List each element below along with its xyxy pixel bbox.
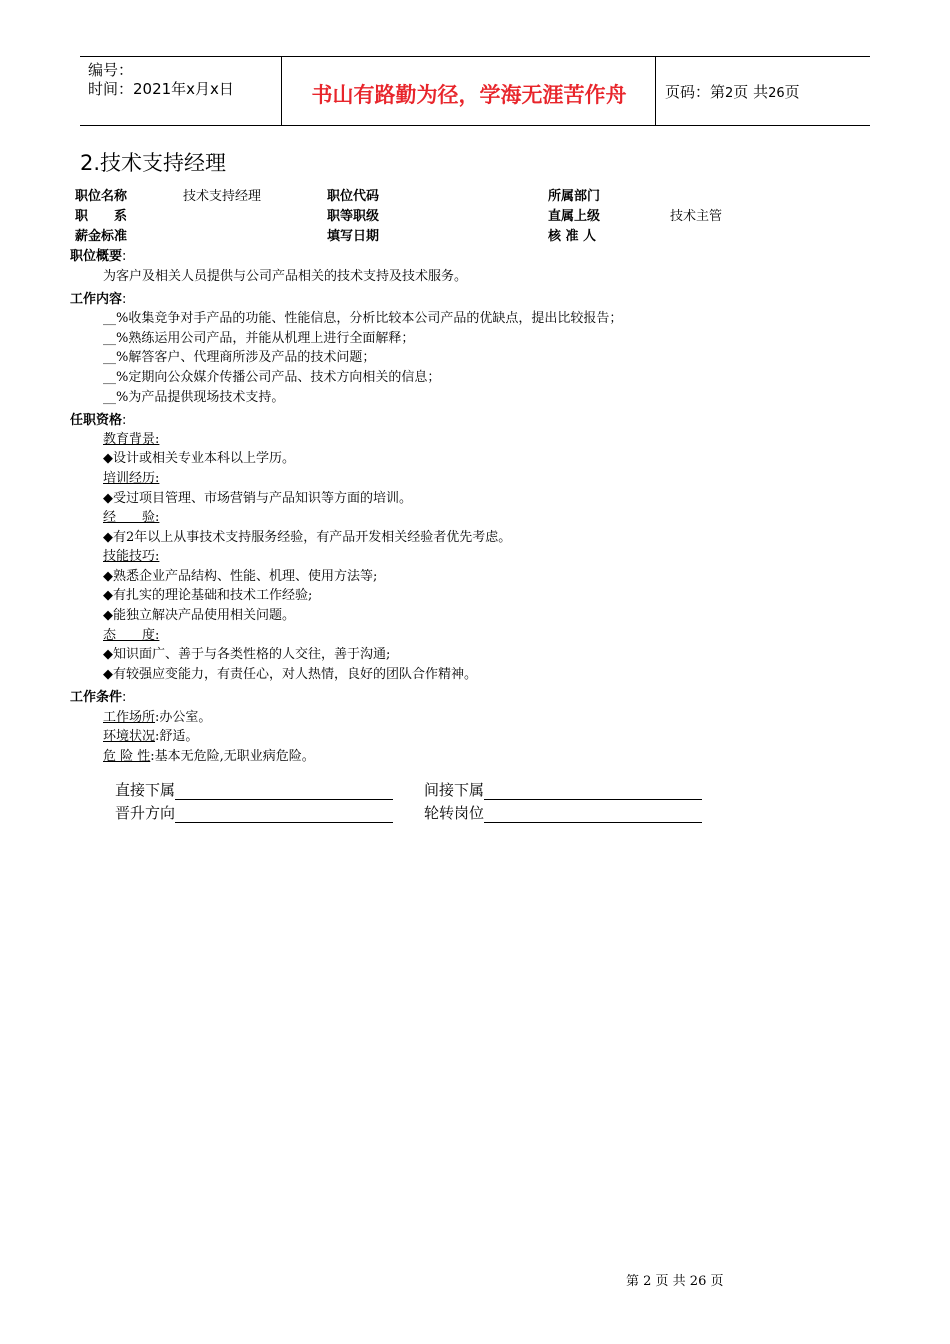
workplace-label: 工作场所 — [103, 710, 156, 725]
salary-label: 薪金标准 — [75, 229, 128, 244]
indirect-subordinate-blank[interactable] — [484, 783, 702, 800]
qualifications-heading: 任职资格: — [70, 413, 127, 428]
page-mid: 页 共 — [733, 83, 769, 101]
direct-subordinate-label: 直接下属 — [115, 781, 176, 799]
approver-label: 核 准 人 — [548, 229, 597, 244]
header-divider-right — [655, 57, 656, 125]
department-label: 所属部门 — [548, 189, 601, 204]
danger-value: :基本无危险,无职业病危险。 — [150, 749, 315, 764]
page-total: 26 — [768, 86, 785, 101]
indirect-subordinate-row — [424, 779, 702, 800]
education-item: ◆设计或相关专业本科以上学历。 — [103, 451, 295, 466]
header-meta — [88, 61, 234, 99]
indirect-subordinate-label: 间接下属 — [424, 781, 485, 799]
header-page-indicator — [665, 81, 800, 102]
position-name-label: 职位名称 — [75, 189, 128, 204]
page-footer: 第 2 页 共 26 页 — [626, 1274, 724, 1289]
attitude-item: ◆知识面广、善于与各类性格的人交往，善于沟通; — [103, 647, 391, 662]
page-number: 2 — [725, 86, 734, 101]
environment-label: 环境状况 — [103, 729, 156, 744]
header-motto: 书山有路勤为径，学海无涯苦作舟 — [311, 83, 627, 107]
page-title: 2.技术支持经理 — [80, 151, 227, 175]
skills-label: 技能技巧: — [103, 549, 160, 564]
document-number-label: 编号： — [88, 61, 134, 79]
duty-item: __%收集竞争对手产品的功能、性能信息，分析比较本公司产品的优缺点，提出比较报告； — [103, 311, 623, 326]
duty-item: __%为产品提供现场技术支持。 — [103, 390, 285, 405]
environment-row — [103, 725, 198, 744]
overview-heading: 职位概要: — [70, 249, 127, 264]
environment-value: :舒适。 — [155, 729, 199, 744]
attitude-item: ◆有较强应变能力，有责任心，对人热情，良好的团队合作精神。 — [103, 667, 477, 682]
conditions-heading: 工作条件: — [70, 690, 127, 705]
attitude-label: 态 度: — [103, 628, 160, 643]
skills-item: ◆能独立解决产品使用相关问题。 — [103, 608, 295, 623]
rotation-row — [424, 802, 702, 823]
duties-heading: 工作内容: — [70, 292, 127, 307]
page-prefix: 页码：第 — [665, 83, 726, 101]
supervisor-value: 技术主管 — [670, 209, 723, 224]
promotion-row — [115, 802, 393, 823]
duty-item: __%解答客户、代理商所涉及产品的技术问题； — [103, 350, 376, 365]
fill-date-label: 填写日期 — [327, 229, 380, 244]
training-item: ◆受过项目管理、市场营销与产品知识等方面的培训。 — [103, 491, 412, 506]
promotion-blank[interactable] — [175, 806, 393, 823]
promotion-label: 晋升方向 — [115, 804, 176, 822]
rotation-label: 轮转岗位 — [424, 804, 485, 822]
skills-item: ◆有扎实的理论基础和技术工作经验; — [103, 588, 313, 603]
rotation-blank[interactable] — [484, 806, 702, 823]
education-label: 教育背景: — [103, 432, 160, 447]
grade-label: 职等职级 — [327, 209, 380, 224]
position-code-label: 职位代码 — [327, 189, 380, 204]
experience-item: ◆有2年以上从事技术支持服务经验，有产品开发相关经验者优先考虑。 — [103, 530, 512, 545]
danger-label: 危 险 性 — [103, 749, 151, 764]
duty-item: __%熟练运用公司产品，并能从机理上进行全面解释； — [103, 331, 415, 346]
training-label: 培训经历: — [103, 471, 160, 486]
skills-item: ◆熟悉企业产品结构、性能、机理、使用方法等; — [103, 569, 378, 584]
workplace-value: :办公室。 — [155, 710, 212, 725]
danger-row — [103, 745, 315, 764]
supervisor-label: 直属上级 — [548, 209, 601, 224]
direct-subordinate-blank[interactable] — [175, 783, 393, 800]
page-suffix: 页 — [784, 83, 800, 101]
position-name-value: 技术支持经理 — [183, 189, 262, 204]
workplace-row — [103, 706, 211, 725]
page-header — [80, 56, 870, 126]
series-label: 职 系 — [75, 209, 128, 224]
document-time: 时间：2021年x月x日 — [88, 80, 234, 98]
overview-text: 为客户及相关人员提供与公司产品相关的技术支持及技术服务。 — [103, 269, 468, 284]
duty-item: __%定期向公众媒介传播公司产品、技术方向相关的信息； — [103, 370, 441, 385]
experience-label: 经 验: — [103, 510, 160, 525]
direct-subordinate-row — [115, 779, 393, 800]
